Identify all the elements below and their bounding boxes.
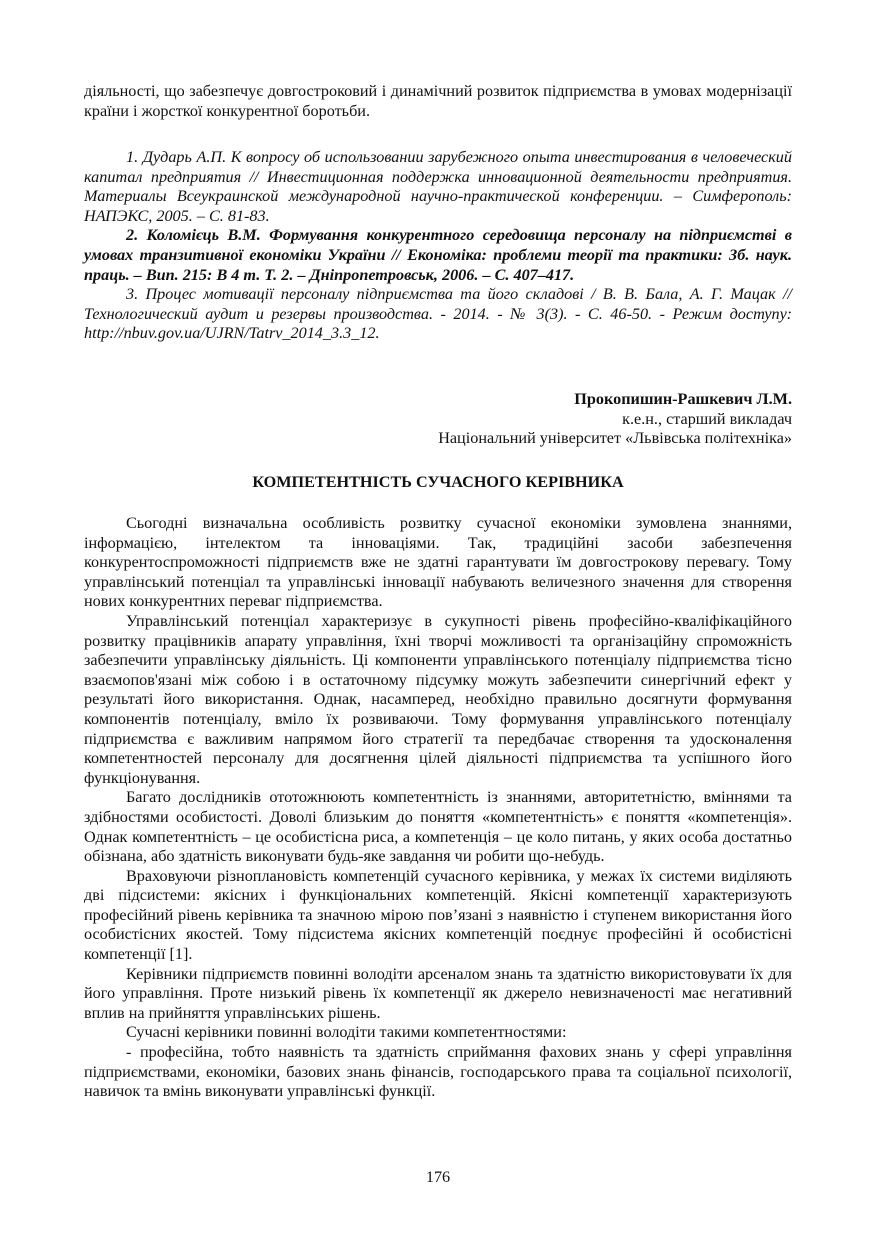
body-paragraph: Управлінський потенціал характеризує в сукупності рівень професійно-кваліфікаційного розвитку працівників апарату управління, їхні творчі можливості та організаційну спроможність забезпечити управлінську діяльність. Ці компоненти управлінського потенціалу підприємства тісно взаємопов'язані між собою і в остаточному підсумку можуть забезпечити синергічний ефект у результаті його використання. Однак, насамперед, необхідно правильно досягнути формування компонентів потенціалу, вміло їх розвиваючи. Тому формування управлінського потенціалу підприємства є важливим напрямом його стратегії та передбачає створення та удосконалення компетентностей персоналу для досягнення цілей діяльності підприємства та успішного його функціонування. [84, 611, 792, 787]
page-number: 176 [425, 1168, 451, 1186]
list-item: - професійна, тобто наявність та здатність сприймання фахових знань у сфері управління підприємствами, економіки, базових знань фінансів, господарського права та соціальної психології, навичок та вмінь виконувати управлінські функції. [84, 1043, 792, 1101]
intro-text: діяльності, що забезпечує довгостроковий і динамічний розвиток підприємства в умовах модернізації країни і жорсткої конкурентної боротьби. [84, 82, 792, 120]
body-paragraph: Сьогодні визначальна особливість розвитку сучасної економіки зумовлена знаннями, інформацією, інтелектом та інноваціями. Так, традиційні засоби забезпечення конкурентоспроможності підприємств вже не здатні гарантувати їм довгострокову перевагу. Тому управлінський потенціал та управлінські інновації набувають величезного значення для створення нових конкурентних переваг підприємства. [84, 514, 792, 611]
body-paragraph: Враховуючи різноплановість компетенцій сучасного керівника, у межах їх системи виділяють дві підсистеми: якісних і функціональних компетенцій. Якісні компетенції характеризують професійний рівень керівника та значною мірою пов’язані з наявністю і ступенем використання його особистісних якостей. Тому підсистема якісних компетенцій поєднує професійні й особистісні компетенції [1]. [84, 866, 792, 964]
reference-1: 1. Дударь А.П. К вопросу об использовании зарубежного опыта инвестирования в человеческий капитал предприятия // Инвестиционная поддержка инновационной деятельности предприятия. Материалы Всеукраинской международной научно-практической конференции. – Симферополь: НАПЭКС, 2005. – С. 81-83. [84, 148, 792, 225]
reference-3: 3. Процес мотивації персоналу підприємства та його складові / В. В. Бала, А. Г. Мацак // Технологический аудит и резервы производства. - 2014. - № 3(3). - С. 46-50. - Режим доступу: http://nbuv.gov.ua/UJRN/Tatrv_2014_3.3_12. [84, 285, 792, 343]
body-paragraph: Багато дослідників ототожнюють компетентність із знаннями, авторитетністю, вміннями та здібностями особистості. Доволі близьким до поняття «компетентність» є поняття «компетенція». Однак компетентність – це особистісна риса, а компетенція – це коло питань, у яких особа достатньо обізнана, або здатність виконувати будь-яке завдання чи робити що-небудь. [84, 788, 792, 866]
body-paragraph: Сучасні керівники повинні володіти такими компетентностями: [126, 1023, 567, 1042]
author-degree: к.е.н., старший викладач [622, 409, 792, 428]
author-name: Прокопишин-Рашкевич Л.М. [574, 390, 792, 408]
reference-2: 2. Коломієць В.М. Формування конкурентного середовища персоналу на підприємстві в умовах транзитивної економіки України // Економіка: проблеми теорії та практики: Зб. наук. праць. – Вип. 215: В 4 т. Т. 2. – Дніпропетровськ, 2006. – С. 407–417. [84, 226, 792, 284]
article-body [84, 514, 792, 1102]
article-title: КОМПЕТЕНТНІСТЬ СУЧАСНОГО КЕРІВНИКА [252, 473, 624, 491]
author-block [84, 390, 792, 449]
intro-paragraph [84, 82, 792, 121]
body-paragraph: Керівники підприємств повинні володіти арсеналом знань та здатністю використовувати їх для його управління. Проте низький рівень їх компетенції як джерело невизначеності має негативний вплив на прийняття управлінських рішень. [84, 964, 792, 1022]
references-list [84, 148, 792, 344]
author-affiliation: Національний університет «Львівська політехніка» [438, 429, 792, 448]
